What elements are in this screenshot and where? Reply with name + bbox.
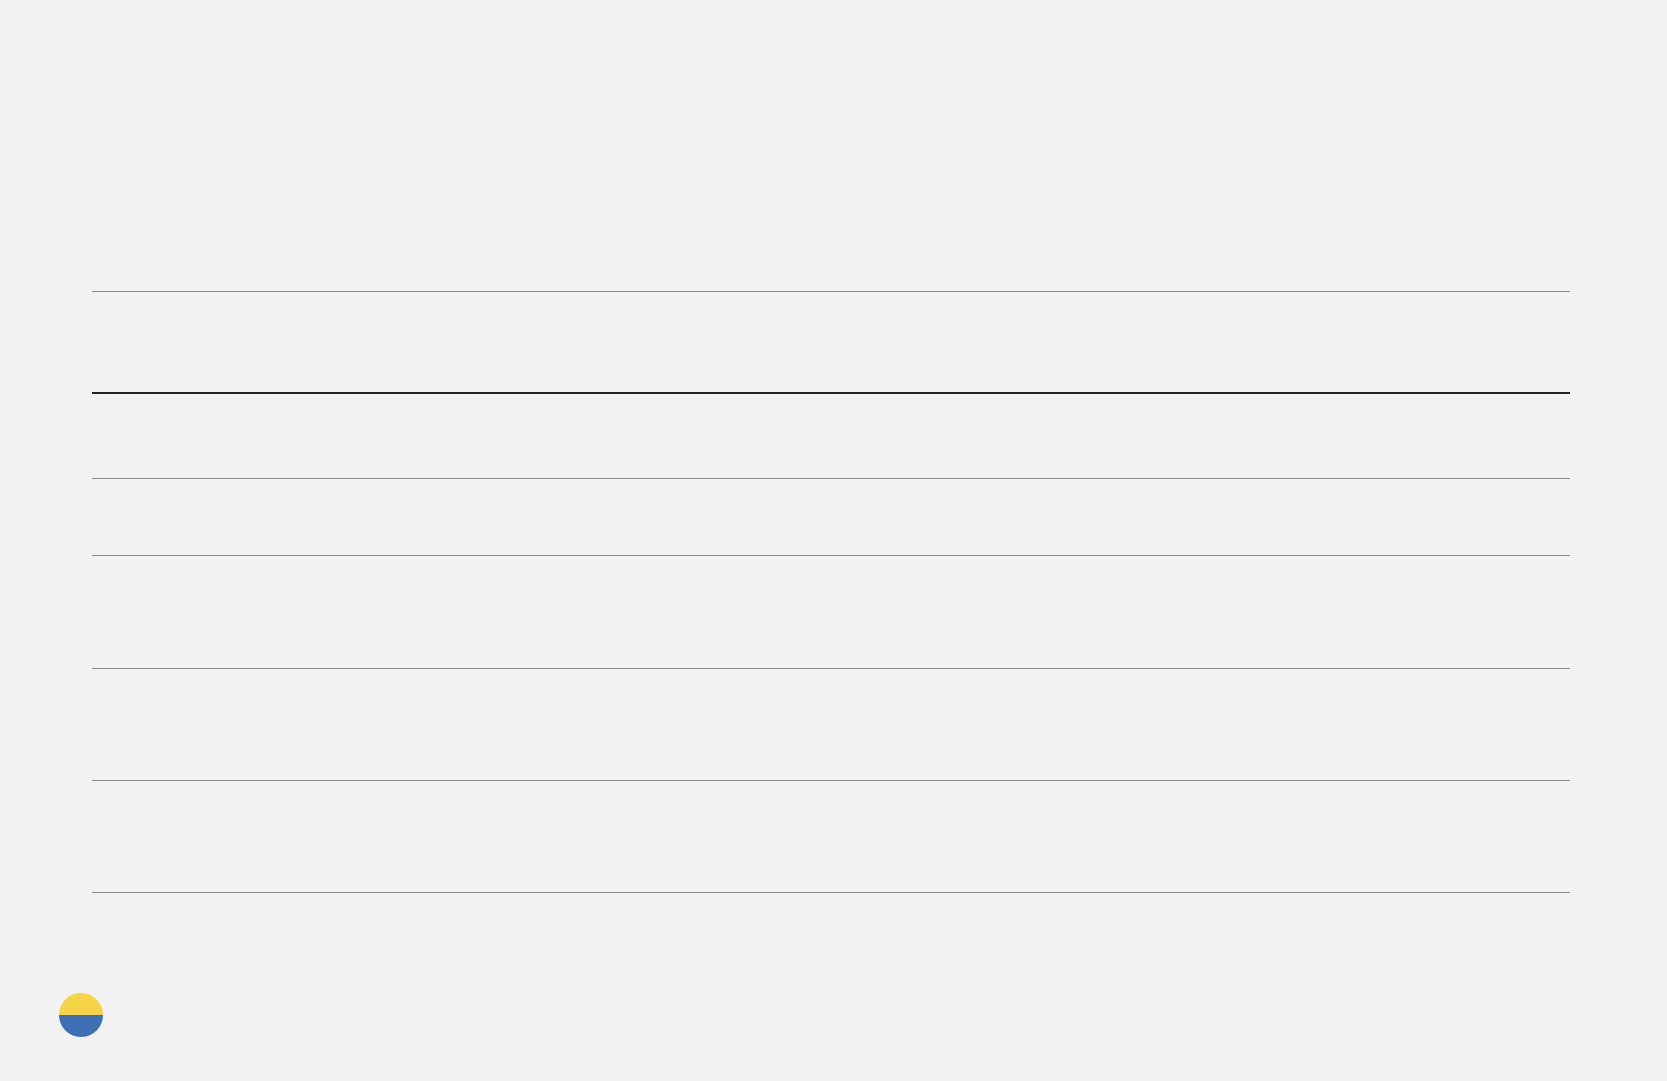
table-row — [92, 556, 1570, 668]
table-row — [92, 394, 1570, 478]
vattenfall-sun-icon — [58, 992, 104, 1038]
vattenfall-logo — [44, 990, 104, 1040]
table-header-row — [92, 292, 1570, 392]
table-bottom-rule — [92, 892, 1570, 893]
table-row — [92, 781, 1570, 892]
table-row — [92, 479, 1570, 555]
price-cap-table — [92, 291, 1570, 893]
table-row — [92, 669, 1570, 780]
